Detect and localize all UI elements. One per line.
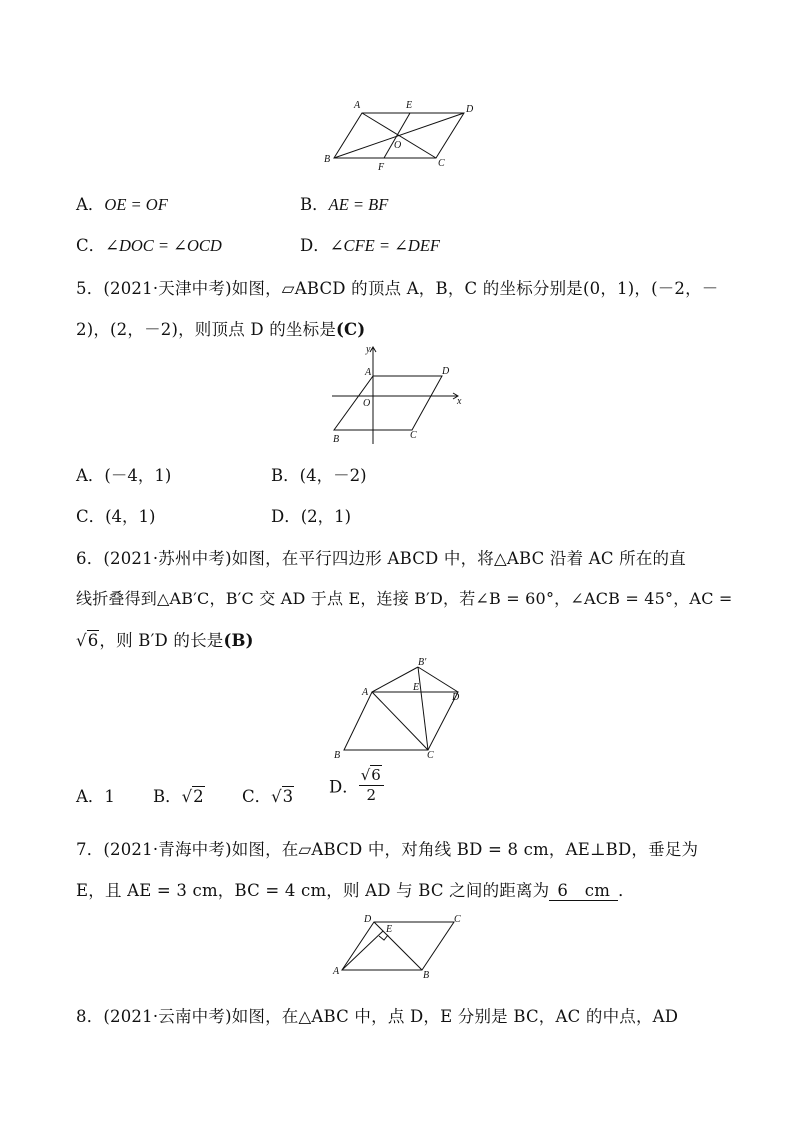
figure-parallelogram-diagonals xyxy=(318,96,478,176)
label-C: C xyxy=(438,158,445,169)
option-text: (4，－2) xyxy=(299,466,367,485)
label-A: A xyxy=(365,367,372,378)
label-C: C xyxy=(410,430,417,441)
q5-line-1: 5．(2021·天津中考)如图，▱ABCD 的顶点 A，B，C 的坐标分别是(0，1)，(－2，－ xyxy=(76,279,719,298)
option-letter: A． xyxy=(76,787,105,806)
label-D: D xyxy=(442,366,450,377)
q7-answer-blank: 6 cm xyxy=(549,882,618,901)
label-B: B xyxy=(423,970,430,981)
option-letter: D． xyxy=(329,777,359,797)
q8-line-1: 8．(2021·云南中考)如图，在△ABC 中，点 D，E 分别是 BC，AC 的中点，AD xyxy=(76,1007,679,1026)
q6-line-3 xyxy=(76,627,254,651)
q6-line-2: 线折叠得到△AB′C，B′C 交 AD 于点 E，连接 B′D，若∠B = 60°，∠ACB = 45°，AC = xyxy=(76,589,733,608)
q5-line-2 xyxy=(76,316,365,340)
q4-option-d[interactable] xyxy=(300,232,440,256)
label-F: F xyxy=(378,162,385,173)
option-text: (2，1) xyxy=(300,507,352,526)
sqrt-sign: √ xyxy=(271,787,282,806)
option-text: ∠CFE = ∠DEF xyxy=(329,236,441,255)
q6-answer: (B) xyxy=(223,631,254,650)
q7-line-1: 7．(2021·青海中考)如图，在▱ABCD 中，对角线 BD = 8 cm，AE⊥BD，垂足为 xyxy=(76,840,699,859)
label-B: B xyxy=(333,434,340,445)
q6-text: ，则 B′D 的长是 xyxy=(99,631,224,650)
label-E: E xyxy=(406,100,413,111)
q5-option-c[interactable] xyxy=(76,503,156,527)
q5-option-d[interactable] xyxy=(271,503,351,527)
q4-option-b[interactable] xyxy=(300,191,388,215)
option-letter: D． xyxy=(271,507,301,526)
option-letter: B． xyxy=(300,195,329,214)
q4-option-a[interactable] xyxy=(76,191,168,215)
label-O: O xyxy=(363,398,371,409)
label-E: E xyxy=(413,682,420,693)
label-B: B xyxy=(324,154,331,165)
fraction-numerator xyxy=(359,768,384,786)
option-letter: D． xyxy=(300,236,330,255)
q6-option-b[interactable] xyxy=(153,783,205,807)
option-letter: B． xyxy=(153,787,182,806)
figure-folded-parallelogram xyxy=(330,655,470,760)
label-C: C xyxy=(427,750,434,761)
q6-line-1: 6．(2021·苏州中考)如图，在平行四边形 ABCD 中，将△ABC 沿着 AC 所在的直 xyxy=(76,549,686,568)
option-radicand: 6 xyxy=(371,766,381,784)
q4-option-c[interactable] xyxy=(76,232,222,256)
label-A: A xyxy=(362,687,369,698)
q5-answer: (C) xyxy=(336,320,366,339)
label-B: B xyxy=(334,750,341,761)
sqrt-sign: √ xyxy=(76,631,87,650)
option-text: AE = BF xyxy=(328,195,389,214)
sqrt-sign: √ xyxy=(360,766,371,784)
q7-line-2 xyxy=(76,877,635,901)
option-radicand: 3 xyxy=(282,787,294,806)
label-C: C xyxy=(454,914,461,925)
label-D: D xyxy=(364,914,372,925)
option-text: OE = OF xyxy=(104,195,168,214)
label-O: O xyxy=(394,140,402,151)
q6-option-d[interactable] xyxy=(329,768,384,803)
figure-coordinate-parallelogram xyxy=(330,344,470,444)
option-letter: A． xyxy=(76,195,105,214)
sqrt-sign: √ xyxy=(181,787,193,806)
option-letter: C． xyxy=(76,507,106,526)
q7-text-end: ． xyxy=(618,881,635,900)
option-letter: C． xyxy=(242,787,272,806)
option-text: ∠DOC = ∠OCD xyxy=(105,236,222,255)
option-text: (－4，1) xyxy=(104,466,172,485)
label-E: E xyxy=(386,924,393,935)
fraction-denominator: 2 xyxy=(366,786,377,804)
label-A: A xyxy=(333,966,340,977)
label-x: x xyxy=(457,396,462,407)
label-A: A xyxy=(354,100,361,111)
q6-option-c[interactable] xyxy=(242,783,294,807)
q5-text: 2)，(2，－2)，则顶点 D 的坐标是 xyxy=(76,320,337,339)
fraction xyxy=(359,768,384,803)
option-radicand: 2 xyxy=(193,787,204,806)
option-letter: B． xyxy=(271,466,300,485)
q5-option-b[interactable] xyxy=(271,462,367,486)
label-D: D xyxy=(452,692,460,703)
option-letter: C． xyxy=(76,236,106,255)
q5-option-a[interactable] xyxy=(76,462,171,486)
q6-option-a[interactable] xyxy=(76,783,115,807)
option-text: (4，1) xyxy=(105,507,156,526)
option-text: 1 xyxy=(104,787,115,806)
q6-radicand: 6 xyxy=(87,631,99,650)
label-y: y xyxy=(366,344,371,355)
label-B-prime: B′ xyxy=(418,657,427,668)
option-letter: A． xyxy=(76,466,105,485)
figure-parallelogram-perpendicular xyxy=(330,910,470,982)
label-D: D xyxy=(466,104,474,115)
q7-text: E，且 AE = 3 cm，BC = 4 cm，则 AD 与 BC 之间的距离为 xyxy=(76,881,550,900)
